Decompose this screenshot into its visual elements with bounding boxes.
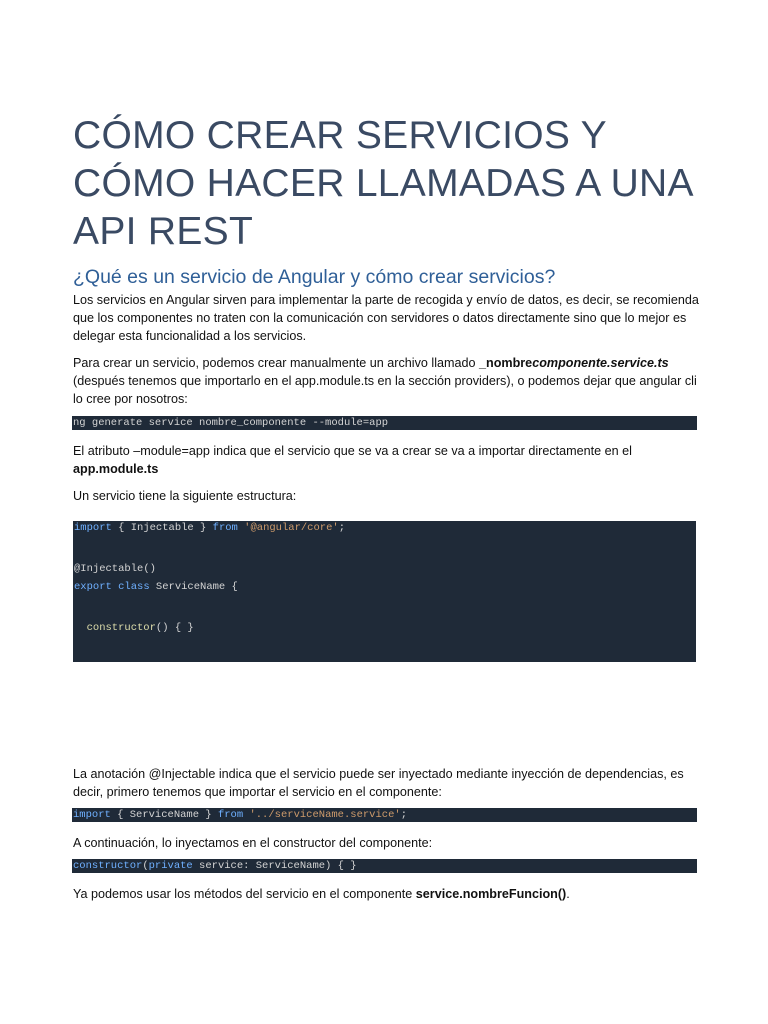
code-keyword: import	[73, 809, 111, 821]
code-function: constructor	[73, 860, 143, 872]
paragraph-structure: Un servicio tiene la siguiente estructura:	[73, 489, 297, 503]
code-decorator: @Injectable	[74, 563, 144, 575]
code-text: { Injectable }	[111, 522, 213, 534]
code-block-service	[73, 521, 696, 662]
code-function: constructor	[74, 622, 156, 634]
document-title: CÓMO CREAR SERVICIOS Y CÓMO HACER LLAMADAS A UNA API REST	[73, 114, 692, 253]
code-keyword: export	[74, 581, 112, 593]
bold-text: service.nombreFuncion()	[415, 887, 567, 901]
code-line	[74, 562, 156, 576]
code-import-line	[72, 808, 697, 822]
paragraph-usage	[73, 885, 701, 903]
paragraph-intro: Los servicios en Angular sirven para implementar la parte de recogida y envío de datos, es decir, se recomienda que los componentes no traten con la comunicación con servidores o datos directamente sino que lo mejor es delegar esta funcionalidad a los servicios.	[73, 293, 699, 343]
code-text: ServiceName {	[149, 581, 238, 593]
paragraph-injectable: La anotación @Injectable indica que el servicio puede ser inyectado mediante inyección de dependencias, es decir, primero tenemos que importar el servicio en el componente:	[73, 767, 684, 799]
code-cli-command: ng generate service nombre_componente --module=app	[72, 416, 697, 430]
code-constructor-line	[72, 859, 697, 873]
bold-italic-text: componente.service.ts	[532, 356, 669, 370]
paragraph-create-service	[73, 354, 701, 408]
code-text: service: ServiceName) { }	[192, 860, 357, 872]
bold-text: _nombre	[479, 356, 533, 370]
code-keyword: private	[148, 860, 193, 872]
code-text: () { }	[155, 622, 194, 634]
code-string: '@angular/core'	[237, 522, 339, 534]
text: Para crear un servicio, podemos crear manualmente un archivo llamado	[73, 356, 479, 370]
text: El atributo –module=app indica que el servicio que se va a crear se va a importar directamente en el	[73, 444, 632, 458]
text: (después tenemos que importarlo en el app.module.ts en la sección providers), o podemos dejar que angular cli lo cree por nosotros:	[73, 374, 697, 406]
code-keyword: from	[217, 809, 244, 821]
code-text: { ServiceName }	[110, 809, 218, 821]
section-heading: ¿Qué es un servicio de Angular y cómo crear servicios?	[73, 266, 556, 288]
code-text: ;	[400, 809, 407, 821]
code-keyword: from	[212, 522, 238, 534]
code-line	[74, 521, 345, 535]
paragraph-inject: A continuación, lo inyectamos en el constructor del componente:	[73, 836, 433, 850]
code-text: ;	[338, 522, 345, 534]
text: Ya podemos usar los métodos del servicio en el componente	[73, 887, 416, 901]
code-string: '../serviceName.service'	[243, 809, 401, 821]
code-keyword: class	[111, 581, 150, 593]
code-text: ()	[143, 563, 156, 575]
code-text: (	[142, 860, 149, 872]
code-line	[74, 621, 194, 635]
text: .	[566, 887, 570, 901]
bold-text: app.module.ts	[73, 462, 159, 476]
code-line	[74, 580, 238, 594]
paragraph-module-attr	[73, 442, 701, 478]
code-keyword: import	[74, 522, 112, 534]
